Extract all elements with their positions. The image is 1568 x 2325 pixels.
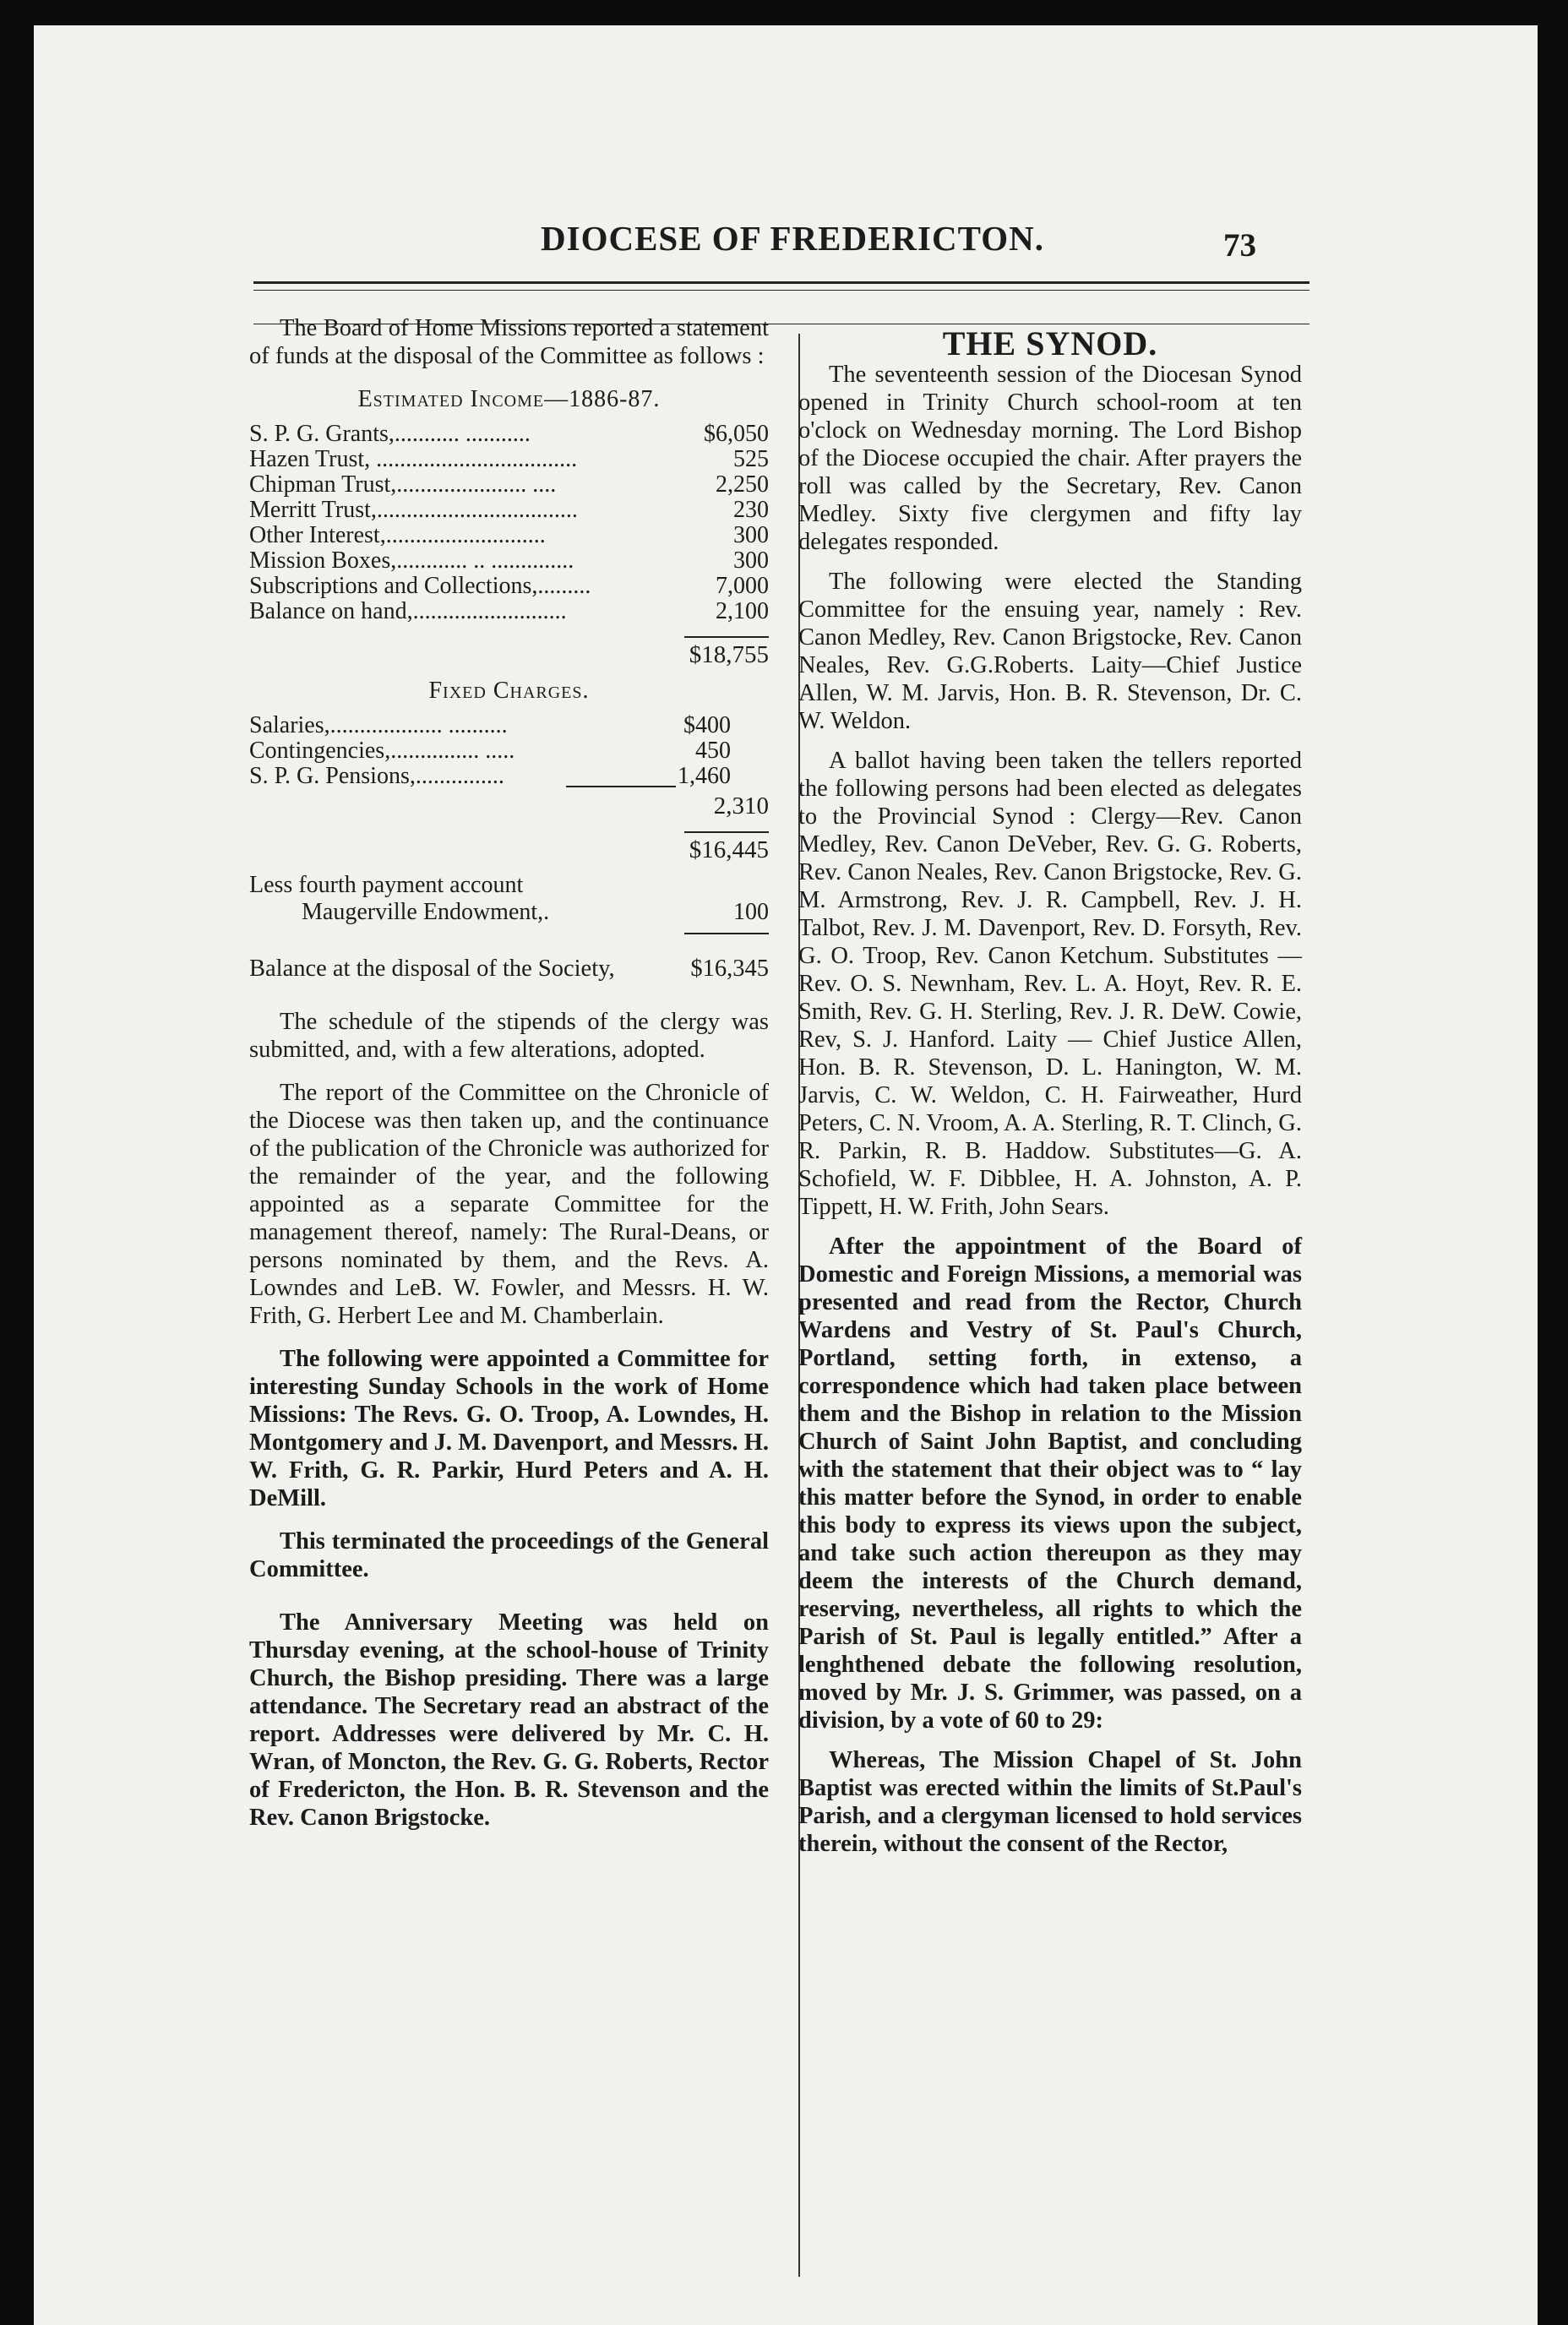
income-row: S. P. G. Grants,........... ........... $6,050 [249, 421, 769, 447]
page-number: 73 [1223, 227, 1256, 264]
fixed-charges-heading: Fixed Charges. [428, 678, 590, 704]
fixed-total: 2,310 [713, 792, 769, 819]
chronicle-paragraph: The report of the Committee on the Chronicle of the Diocese was then taken up, and the continuance of the publication of the Chronicle was authorized for the remainder of the year, and the following appointed as a separate Committee for the management thereof, namely: The Rural-Deans, or persons nominated by them, and the Revs. A. Lowndes and LeB. W. Fowler, and Messrs. H. W. Frith, G. Herbert Lee and M. Chamberlain. [249, 1080, 769, 1329]
fixed-charges-table [249, 713, 769, 789]
income-row: Balance on hand,.......................... 2,100 [249, 598, 769, 624]
income-row: Merritt Trust,.................................. 230 [249, 497, 769, 523]
whereas-paragraph: Whereas, The Mission Chapel of St. John Baptist was erected within the limits of St.Paul's Parish, and a clergyman licensed to hold services therein, without the consent of the Rector, [798, 1747, 1302, 1857]
intro-paragraph: The Board of Home Missions reported a statement of funds at the disposal of the Committee as follows : [249, 315, 769, 369]
standing-committee-paragraph: The following were elected the Standing Committee for the ensuing year, namely : Rev. Canon Medley, Rev. Canon Brigstocke, Rev. Canon Neales, Rev. G.G.Roberts. Laity—Chief Justice Allen, W. M. Jarvis, Hon. B. R. Stevenson, Dr. C. W. Weldon. [798, 569, 1302, 734]
income-row: Mission Boxes,............ .. .............. 300 [249, 547, 769, 574]
left-column [249, 314, 769, 1847]
terminated-paragraph: This terminated the proceedings of the General Committee. [249, 1528, 769, 1582]
right-column [798, 314, 1302, 1870]
sum-rule [684, 933, 769, 934]
less-payment: Less fourth payment account Maugerville Endowment,. 100 [249, 872, 769, 925]
income-heading: Estimated Income—1886-87. [357, 386, 661, 412]
income-table [249, 422, 769, 624]
synod-title: THE SYNOD. [942, 324, 1158, 362]
sunday-schools-paragraph: The following were appointed a Committee for interesting Sunday Schools in the work of Home Missions: The Revs. G. O. Troop, A. Lowndes, H. Montgomery and J. M. Davenport, and Messrs. H. W. Frith, G. R. Parkir, Hurd Peters and A. H. DeMill. [249, 1346, 769, 1511]
fixed-row: Contingencies,............... ..... 450 [249, 738, 731, 764]
schedule-paragraph: The schedule of the stipends of the clergy was submitted, and, with a few alterations, adopted. [249, 1009, 769, 1063]
net-total: $16,445 [689, 836, 769, 863]
memorial-paragraph: After the appointment of the Board of Domestic and Foreign Missions, a memorial was presented and read from the Rector, Church Wardens and Vestry of St. Paul's Church, Portland, setting forth, in extenso, a correspondence which had taken place between them and the Bishop in relation to the Mission Church of Saint John Baptist, and concluding with the statement that their object was to “ lay this matter before the Synod, in order to enable this body to express its views upon the subject, and take such action thereupon as they may deem the interests of the Church demand, reserving, nevertheless, all rights to which the Parish of St. Paul is legally entitled.” After a lenghthened debate the following resolution, moved by Mr. J. S. Grimmer, was passed, on a division, by a vote of 60 to 29: [798, 1233, 1302, 1734]
provincial-delegates-paragraph: A ballot having been taken the tellers reported the following persons had been elected as delegates to the Provincial Synod : Clergy—Rev. Canon Medley, Rev. Canon DeVeber, Rev. G. G. Roberts, Rev. Canon Neales, Rev. Canon Brigstocke, Rev. G. M. Armstrong, Rev. J. R. Campbell, Rev. J. H. Talbot, Rev. J. M. Davenport, Rev. D. Forsyth, Rev. G. O. Troop, Rev. Canon Ketchum. Substitutes — Rev. O. S. Newnham, Rev. L. A. Hoyt, Rev. R. E. Smith, Rev. G. H. Sterling, Rev. J. R. DeW. Cowie, Rev, S. J. Hanford. Laity — Chief Justice Allen, Hon. B. R. Stevenson, D. L. Hanington, W. M. Jarvis, C. W. Weldon, C. H. Fairweather, Hurd Peters, C. N. Vroom, A. A. Sterling, R. T. Clinch, G. R. Parkin, R. B. Haddow. Substitutes—G. A. Schofield, W. F. Dibblee, H. A. Johnston, A. P. Tippett, H. W. Frith, John Sears. [798, 748, 1303, 1220]
header-rule [253, 281, 1309, 284]
fixed-row: S. P. G. Pensions,............... 1,460 [249, 763, 731, 789]
anniversary-paragraph: The Anniversary Meeting was held on Thursday evening, at the school-house of Trinity Church, the Bishop presiding. There was a large attendance. The Secretary read an abstract of the report. Addresses were delivered by Mr. C. H. Wran, of Moncton, the Rev. G. G. Roberts, Rector of Fredericton, the Hon. B. R. Stevenson and the Rev. Canon Brigstocke. [249, 1609, 769, 1831]
income-row: Subscriptions and Collections,......... 7,000 [249, 573, 769, 599]
income-row: Other Interest,........................... 300 [249, 522, 769, 548]
synod-opening-paragraph: The seventeenth session of the Diocesan Synod opened in Trinity Church school-room at ten o'clock on Wednesday morning. The Lord Bishop of the Diocese occupied the chair. After prayers the roll was called by the Secretary, Rev. Canon Medley. Sixty five clergymen and fifty lay delegates responded. [798, 362, 1302, 555]
income-row: Hazen Trust, .................................. 525 [249, 446, 769, 472]
income-total: $18,755 [689, 641, 769, 668]
income-row: Chipman Trust,...................... .... 2,250 [249, 471, 769, 498]
page-header-title: DIOCESE OF FREDERICTON. [541, 219, 1044, 258]
balance-line: Balance at the disposal of the Society, $16,345 [249, 956, 769, 982]
header-rule-thin [253, 290, 1309, 291]
fixed-row: Salaries,................... .......... $400 [249, 712, 731, 738]
